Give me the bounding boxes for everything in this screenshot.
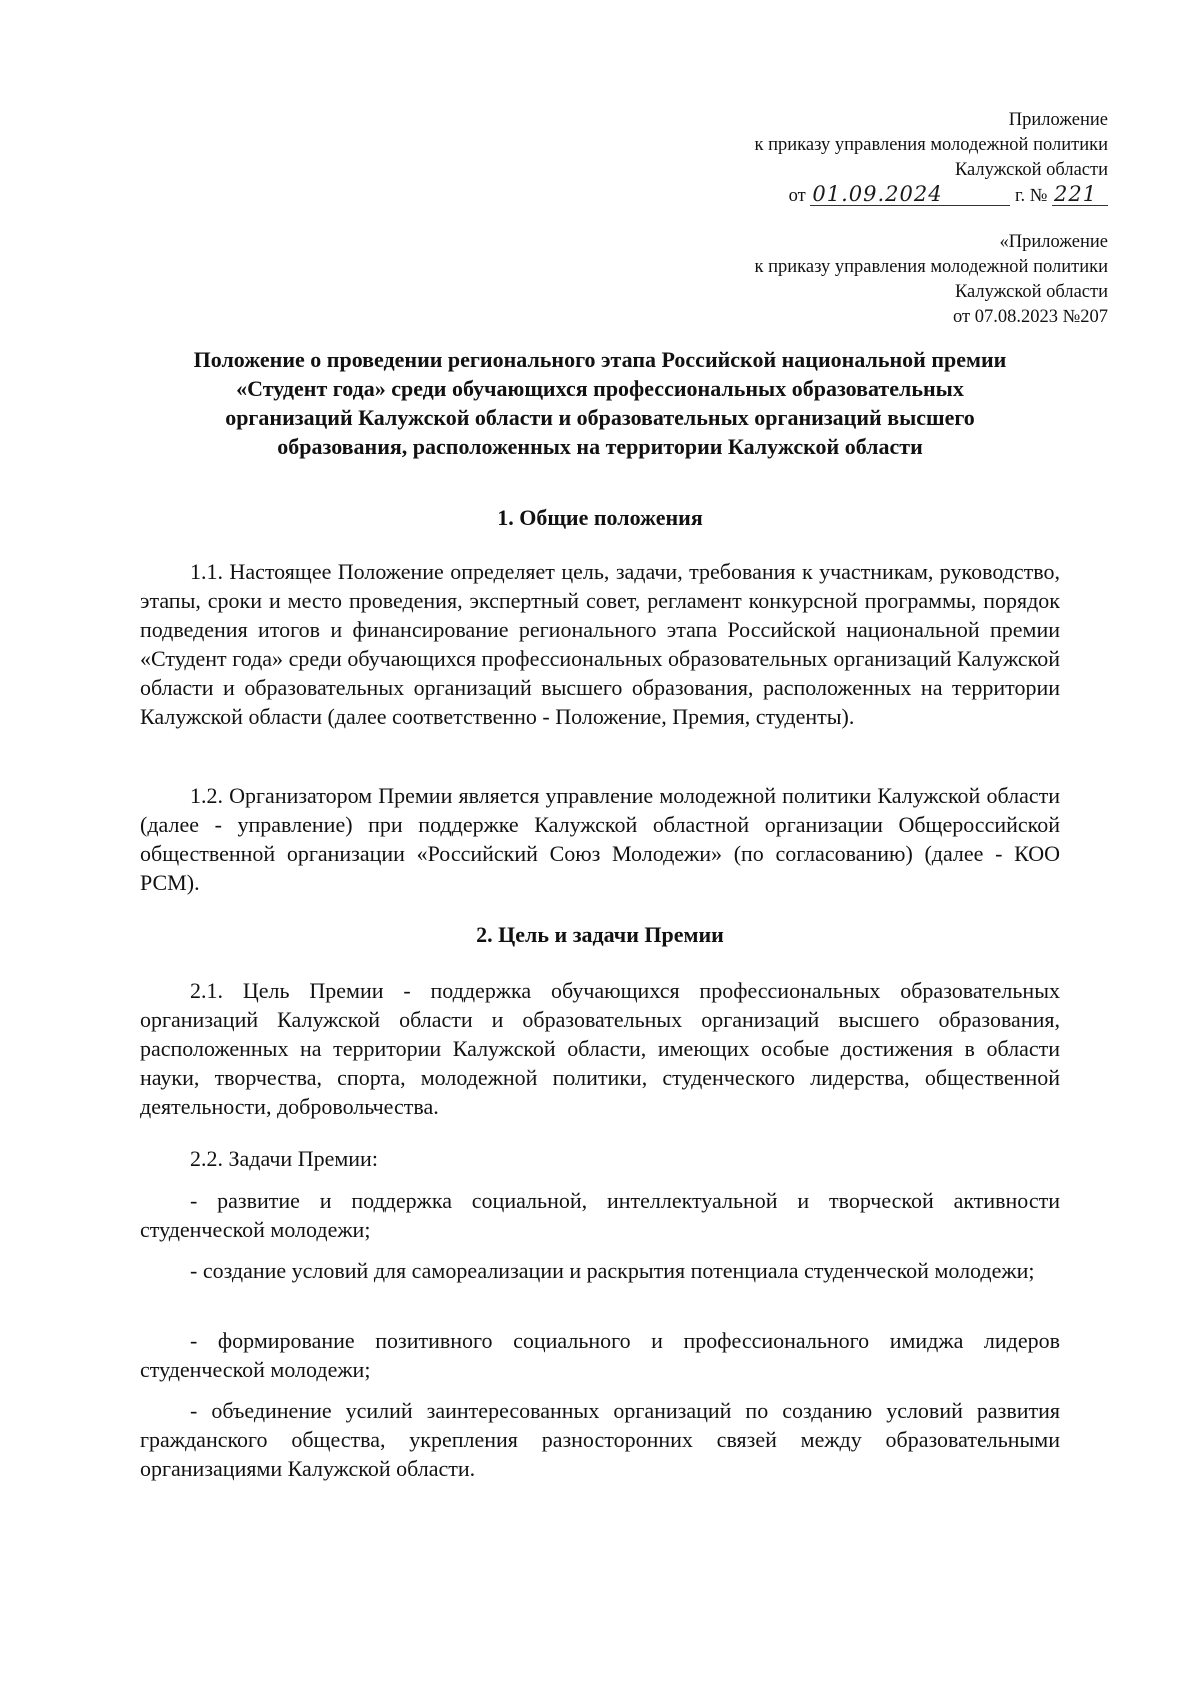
paragraph-2-1: 2.1. Цель Премии - поддержка обучающихся профессиональных образовательных организаций Калужской области и образовательных организаций высшего образования, расположенных на территории Калужской области, имеющих особые достижения в области науки, творчества, спорта, молодежной политики, студенческого лидерства, общественной деятельности, добровольчества. <box>140 978 1060 1119</box>
section-heading-goals: 2. Цель и задачи Премии <box>476 922 724 947</box>
date-prefix: от <box>788 186 806 206</box>
prev-appendix-region: Калужской области <box>954 282 1108 302</box>
paragraph-1-2: 1.2. Организатором Премии является управление молодежной политики Калужской области (далее - управление) при поддержке Калужской областной организации Общероссийской общественной организации «Российский Союз Молодежи» (по согласованию) (далее - КОО РСМ). <box>140 783 1060 895</box>
title-line-2: «Студент года» среди обучающихся профессиональных образовательных <box>236 376 964 401</box>
appendix-order-ref: к приказу управления молодежной политики <box>754 135 1108 155</box>
title-line-4: образования, расположенных на территории Калужской области <box>277 434 923 459</box>
appendix-date-line <box>754 183 1108 209</box>
task-item-1: - развитие и поддержка социальной, интеллектуальной и творческой активности студенческой молодежи; <box>140 1188 1060 1242</box>
task-item-2: - создание условий для самореализации и раскрытия потенциала студенческой молодежи; <box>190 1258 1035 1283</box>
section-heading-general: 1. Общие положения <box>497 505 703 530</box>
appendix-header-previous <box>754 230 1108 330</box>
paragraph-2-2: 2.2. Задачи Премии: <box>190 1146 378 1171</box>
paragraph-1-1: 1.1. Настоящее Положение определяет цель, задачи, требования к участникам, руководство, этапы, сроки и место проведения, экспертный совет, регламент конкурсной программы, порядок подведения итогов и финансирование регионального этапа Российской национальной премии «Студент года» среди обучающихся профессиональных образовательных организаций Калужской области и образовательных организаций высшего образования, расположенных на территории Калужской области (далее соответственно - Положение, Премия, студенты). <box>140 559 1060 729</box>
prev-appendix-label: «Приложение <box>999 232 1108 252</box>
task-item-4: - объединение усилий заинтересованных организаций по созданию условий развития гражданского общества, укрепления разносторонних связей между образовательными организациями Калужской области. <box>140 1398 1060 1481</box>
prev-appendix-date: от 07.08.2023 №207 <box>953 307 1108 327</box>
prev-appendix-order-ref: к приказу управления молодежной политики <box>754 257 1108 277</box>
number-prefix: г. № <box>1014 186 1048 206</box>
handwritten-date: 01.09.2024 <box>810 183 1010 206</box>
appendix-region: Калужской области <box>954 160 1108 180</box>
appendix-label: Приложение <box>1008 110 1108 130</box>
title-line-3: организаций Калужской области и образовательных организаций высшего <box>225 405 975 430</box>
task-item-3: - формирование позитивного социального и профессионального имиджа лидеров студенческой молодежи; <box>140 1328 1060 1382</box>
handwritten-number: 221 <box>1052 183 1108 206</box>
appendix-header-current <box>754 108 1108 209</box>
title-line-1: Положение о проведении регионального этапа Российской национальной премии <box>193 347 1007 372</box>
document-title <box>140 345 1060 461</box>
